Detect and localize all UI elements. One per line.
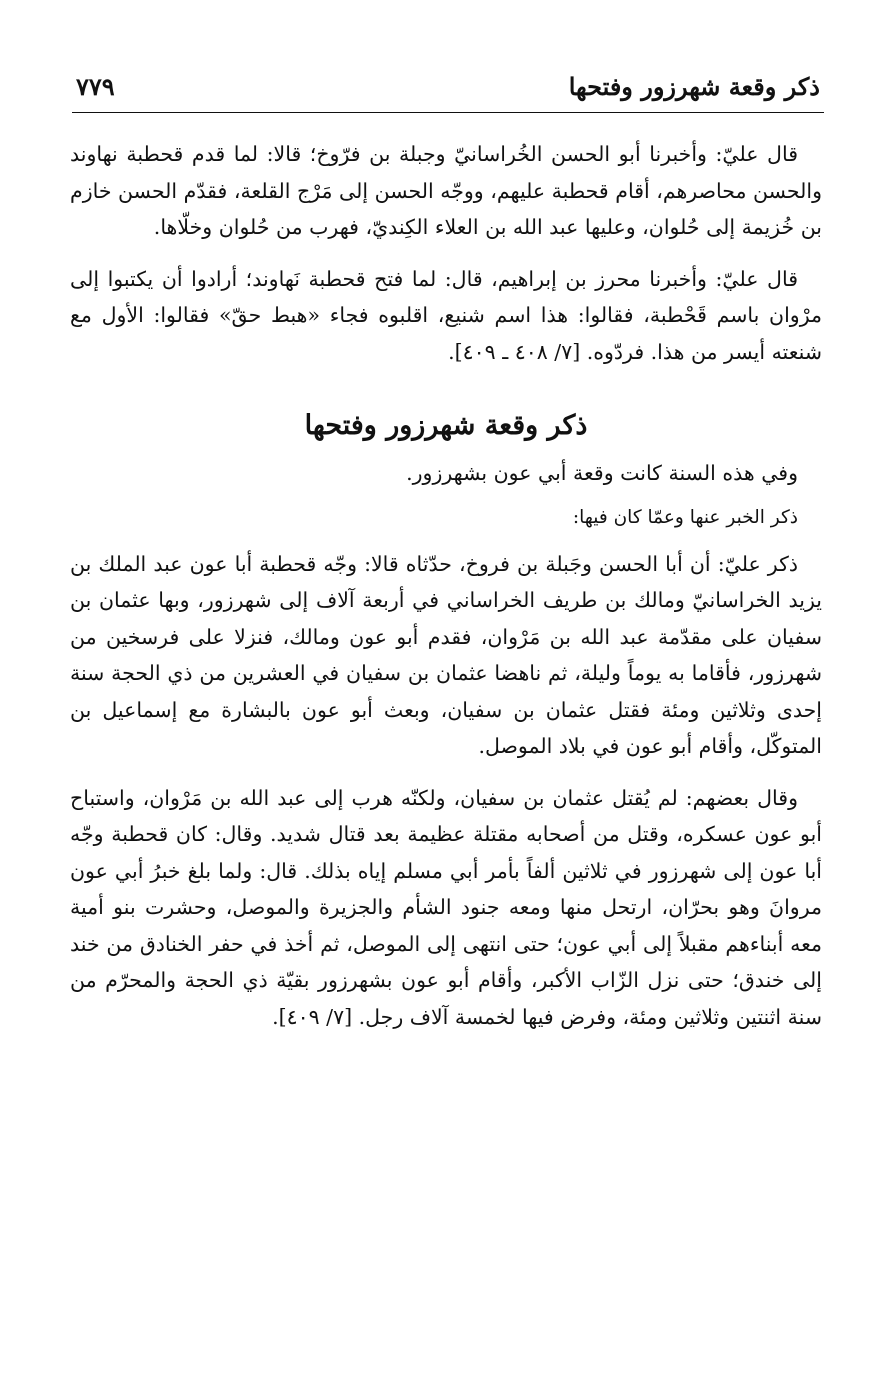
paragraph-3: وفي هذه السنة كانت وقعة أبي عون بشهرزور.	[406, 461, 798, 485]
section-heading: ذكر وقعة شهرزور وفتحها	[304, 410, 588, 441]
page-body	[70, 136, 822, 1050]
paragraph-6: وقال بعضهم: لم يُقتل عثمان بن سفيان، ولكنّه هرب إلى عبد الله بن مَرْوان، واستباح أبو عون عسكره، وقتل من أصحابه مقتلة عظيمة بعد قتال شديد. وقال: كان قحطبة وجّه أبا عون إلى شهرزور في ثلاثين ألفاً بأمر أبي مسلم إياه بذلك. قال: ولما بلغ خبرُ أبي عون مروانَ وهو بحرّان، ارتحل منها ومعه جنود الشأم والجزيرة والموصل، وحشرت بنو أمية معه أبناءهم مقبلاً إلى أبي عون؛ حتى انتهى إلى الموصل، ثم أخذ في حفر الخنادق من خند إلى خندق؛ حتى نزل الزّاب الأكبر، وأقام أبو عون بشهرزور بقيّة ذي الحجة والمحرّم من سنة اثنتين وثلاثين ومئة، وفرض فيها لخمسة آلاف رجل. [٧/ ٤٠٩].	[70, 785, 822, 1029]
paragraph-5: ذكر عليّ: أن أبا الحسن وجَبلة بن فروخ، حدّثاه قالا: وجّه قحطبة أبا عون عبد الملك بن يزيد الخراسانيّ ومالك بن طريف الخراساني في أربعة آلاف إلى شهرزور، وبها عثمان بن سفيان على مقدّمة عبد الله بن مَرْوان، فقدم أبو عون ومالك، فنزلا على فرسخين من شهرزور، فأقاما به يوماً وليلة، ثم ناهضا عثمان بن سفيان في العشرين من ذي الحجة سنة إحدى وثلاثين ومئة فقتل عثمان بن سفيان، وبعث أبو عون بالبشارة مع إسماعيل بن المتوكّل، وأقام أبو عون في بلاد الموصل.	[70, 551, 822, 758]
header-title: ذكر وقعة شهرزور وفتحها	[568, 72, 820, 101]
paragraph-4: ذكر الخبر عنها وعمّا كان فيها:	[572, 506, 798, 528]
running-header	[72, 68, 824, 113]
page-number: ٧٧٩	[76, 72, 115, 101]
paragraph-2: قال عليّ: وأخبرنا محرز بن إبراهيم، قال: لما فتح قحطبة نَهاوند؛ أرادوا أن يكتبوا إلى مرْوان باسم قَحْطبة، فقالوا: هذا اسم شنيع، اقلبوه فجاء «هبط حقّ» فقالوا: الأول مع شنعته أيسر من هذا. فردّوه. [٧/ ٤٠٨ ـ ٤٠٩].	[70, 266, 822, 364]
paragraph-1: قال عليّ: وأخبرنا أبو الحسن الخُراسانيّ وجبلة بن فرّوخ؛ قالا: لما قدم قحطبة نهاوند والحسن محاصرهم، أقام قحطبة عليهم، ووجّه الحسن إلى مَرْج القلعة، فقدّم الحسن خازم بن خُزيمة إلى حُلوان، وعليها عبد الله بن العلاء الكِنديّ، فهرب من حُلوان وخلّاها.	[70, 142, 822, 239]
